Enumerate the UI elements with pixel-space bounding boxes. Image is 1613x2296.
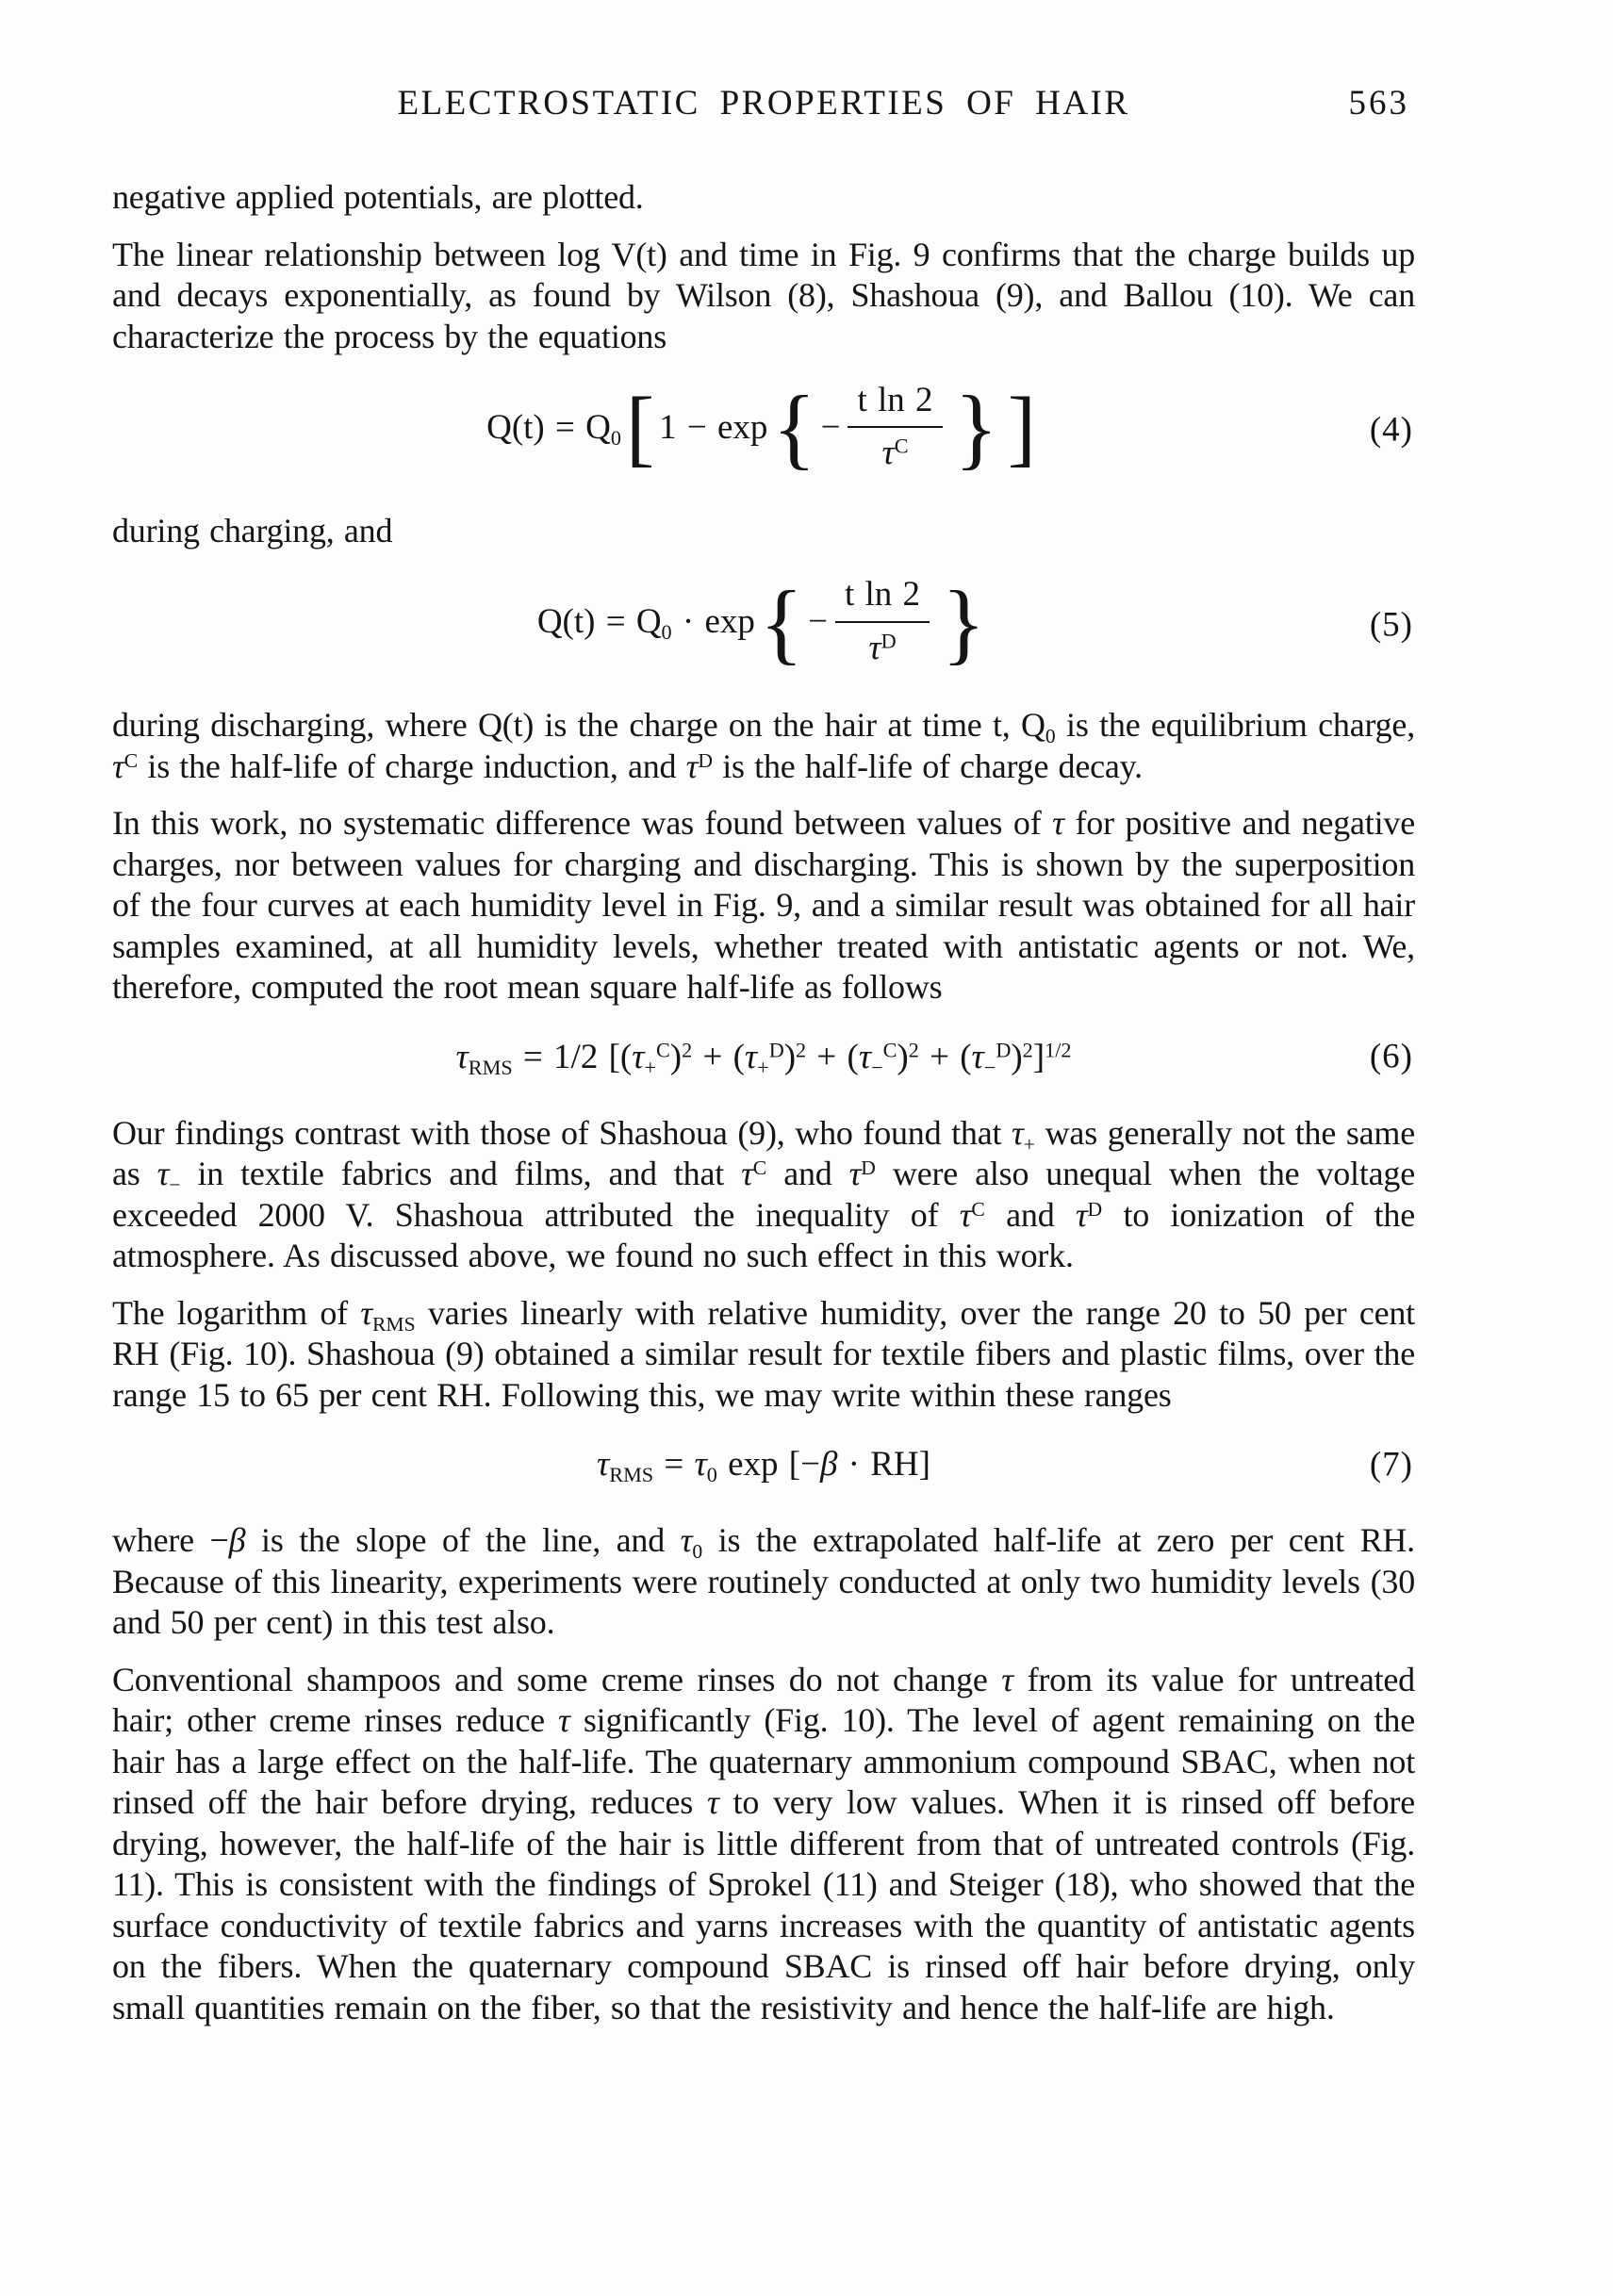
fraction bbox=[835, 572, 930, 669]
equation-6 bbox=[112, 1037, 1415, 1077]
equation-7-formula: $\tau_{RMS} = \tau_0$ exp [−β · RH] bbox=[597, 1445, 930, 1487]
equation-4 bbox=[112, 377, 1415, 479]
page bbox=[112, 83, 1415, 2028]
fraction-denominator: $\tau^D$ bbox=[868, 628, 897, 667]
equation-5-formula: $Q(t) = Q_0 \cdot \exp${ − $\frac{\text{t ln 2}}{\tau^D}$ } bbox=[536, 571, 986, 673]
equation-5 bbox=[112, 571, 1415, 673]
para-linear-relationship: The linear relationship between log V(t) and time in Fig. 9 confirms that the charge builds up and decays exponentially, as found by Wilson (8), Shashoua (9), and Ballou (10). We can characterize the process by the equations bbox=[112, 235, 1415, 355]
para-during-charging: during charging, and bbox=[112, 511, 393, 549]
fraction bbox=[848, 378, 942, 475]
equation-6-label: (6) bbox=[1369, 1037, 1413, 1076]
para-during-discharging: during discharging, where Q(t) is the charge on the hair at time t, $Q_0$ is the equilibrium charge, $\tau^C$ is the half-life of charge induction, and $\tau^D$ is the half-life of charge decay. bbox=[112, 706, 1415, 785]
para-our-findings: Our findings contrast with those of Shashoua (9), who found that $\tau_+$ was generally not the same as $\tau_-$ in textile fabrics and films, and that $\tau^C$ and $\tau^D$ were also unequal when the voltage exceeded 2000 V. Shashoua attributed the inequality of $\tau^C$ and $\tau^D$ to ionization of the atmosphere. As discussed above, we found no such effect in this work. bbox=[112, 1113, 1416, 1275]
equation-5-label: (5) bbox=[1369, 605, 1413, 645]
page-number: 563 bbox=[1348, 84, 1409, 123]
equation-4-formula: $Q(t) = Q_0$[ 1 − exp{ − $\frac{\text{t ln 2}}{\tau^C}$ } ] bbox=[486, 377, 1036, 479]
equation-7 bbox=[112, 1444, 1415, 1487]
para-logarithm: The logarithm of $\tau_{RMS}$ varies linearly with relative humidity, over the range 20 to 50 per cent RH (Fig. 10). Shashoua (9) obtained a similar result for textile fibers and plastic films, over the range 15 to 65 per cent RH. Following this, we may write within these ranges bbox=[112, 1293, 1415, 1414]
equation-6-formula: $\tau_{RMS} = 1/2$ $[(\tau_+^C)^2 + (\tau_+^D)^2 + (\tau_-^C)^2 + (\tau_-^D)^2]^{1/2}$ bbox=[455, 1037, 1072, 1079]
para-negative-potentials: negative applied potentials, are plotted. bbox=[112, 178, 644, 216]
equation-4-label: (4) bbox=[1369, 410, 1413, 450]
fraction-numerator: t ln 2 bbox=[835, 572, 930, 622]
fraction-denominator: $\tau^C$ bbox=[881, 434, 909, 473]
running-head bbox=[112, 83, 1415, 128]
para-where-beta: where −β is the slope of the line, and $\tau_0$ is the extrapolated half-life at zero per cent RH. Because of this linearity, experiments were routinely conducted at only two humidity levels (30 and 50 per cent) in this test also. bbox=[112, 1521, 1415, 1642]
para-conventional-shampoos: Conventional shampoos and some creme rinses do not change τ from its value for untreated hair; other creme rinses reduce τ significantly (Fig. 10). The level of agent remaining on the hair has a large effect on the half-life. The quaternary ammonium compound SBAC, when not rinsed off the hair before drying, reduces τ to very low values. When it is rinsed off before drying, however, the half-life of the hair is little different from that of untreated controls (Fig. 11). This is consistent with the findings of Sprokel (11) and Steiger (18), who showed that the surface conductivity of textile fabrics and yarns increases with the quantity of antistatic agents on the fibers. When the quaternary compound SBAC is rinsed off hair before drying, only small quantities remain on the fiber, so that the resistivity and hence the half-life are high. bbox=[112, 1660, 1415, 2026]
page-title: ELECTROSTATIC PROPERTIES OF HAIR bbox=[397, 84, 1130, 123]
text-block bbox=[112, 177, 1415, 2028]
fraction-numerator: t ln 2 bbox=[848, 378, 942, 428]
equation-7-label: (7) bbox=[1369, 1445, 1413, 1484]
para-in-this-work: In this work, no systematic difference was found between values of τ for positive and negative charges, nor between values for charging and discharging. This is shown by the superposition of the four curves at each humidity level in Fig. 9, and a similar result was obtained for all hair samples examined, at all humidity levels, whether treated with antistatic agents or not. We, therefore, computed the root mean square half-life as follows bbox=[112, 804, 1415, 1007]
